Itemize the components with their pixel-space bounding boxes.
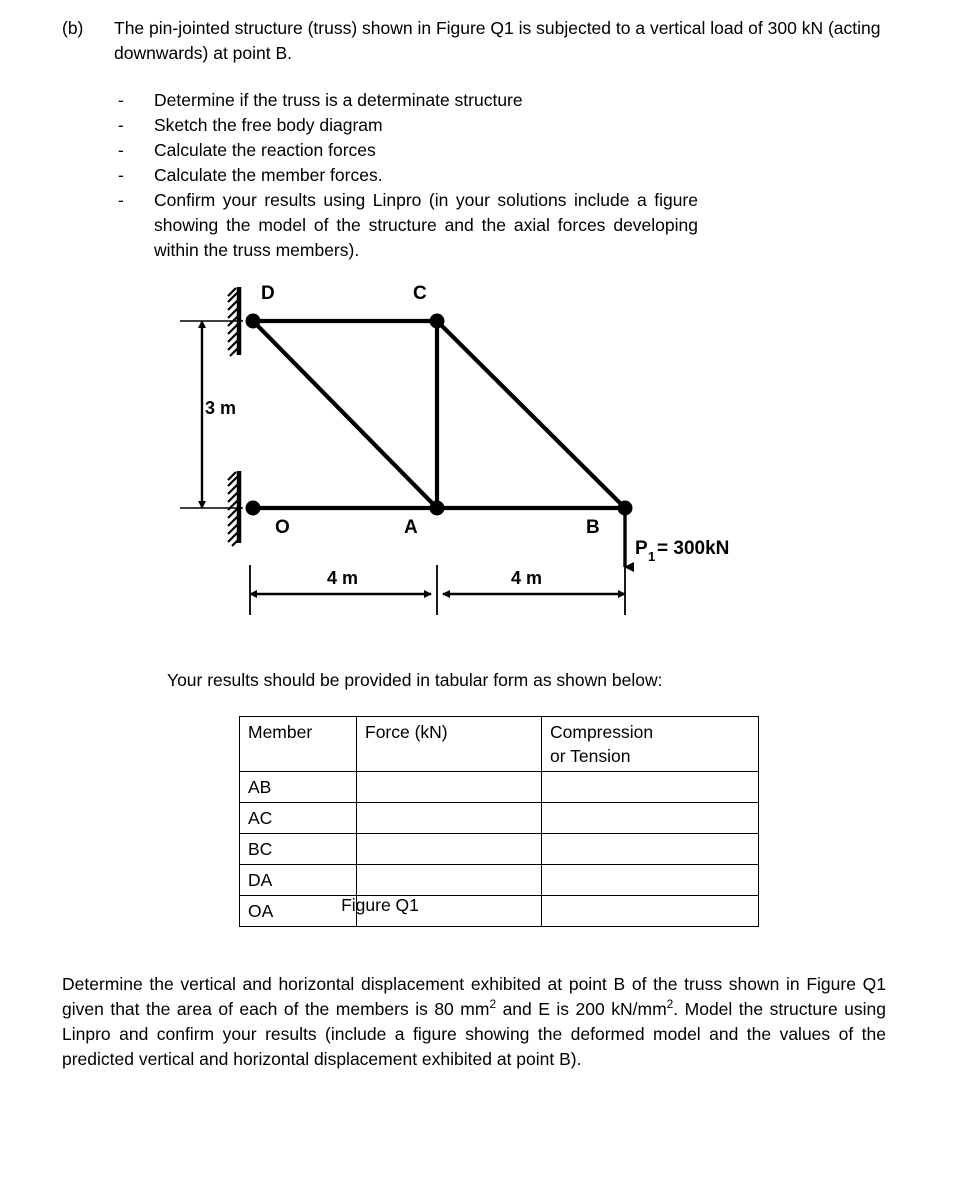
load-label-group (635, 538, 729, 564)
cell-member: OA (240, 896, 357, 927)
question-b-block (62, 16, 892, 66)
cell-compression-or-tension[interactable] (542, 834, 759, 865)
table-row (240, 772, 759, 803)
node-label-D: D (261, 283, 275, 304)
closing-part-3: . Model the structure using Linpro and confirm your results (include a figure showing the deformed model and the values of the predicted vertical and horizontal displacement exhibited at point B). (62, 999, 887, 1069)
table-row (240, 834, 759, 865)
cell-compression-or-tension[interactable] (542, 865, 759, 896)
member-DA (253, 321, 437, 508)
joint-O (246, 501, 261, 516)
question-body-text: The pin-jointed structure (truss) shown in Figure Q1 is subjected to a vertical load of 300 kN (acting downwards) at point B. (114, 18, 881, 63)
joint-D (246, 314, 261, 329)
load-symbol-P: P (635, 538, 648, 559)
closing-part-2: and E is 200 kN/mm (496, 999, 667, 1019)
cell-compression-or-tension[interactable] (542, 803, 759, 834)
dimension-label-3m: 3 m (205, 398, 237, 418)
list-item-label: Sketch the free body diagram (154, 115, 383, 135)
results-table (239, 716, 759, 927)
question-label: (b) (62, 18, 84, 38)
list-item-label: Calculate the member forces. (154, 165, 383, 185)
node-label-O: O (275, 517, 290, 538)
table-row (240, 865, 759, 896)
cell-force[interactable] (357, 865, 542, 896)
list-item (118, 88, 698, 113)
cell-member: DA (240, 865, 357, 896)
list-item-label: Calculate the reaction forces (154, 140, 376, 160)
joint-C (430, 314, 445, 329)
dimension-label-4m-left: 4 m (327, 568, 359, 588)
bullet-dash-icon: - (118, 190, 124, 210)
list-item (118, 188, 698, 263)
dimension-label-4m-right: 4 m (511, 568, 543, 588)
figure-caption: Figure Q1 (341, 895, 419, 915)
bullet-dash-icon: - (118, 140, 124, 160)
cell-force[interactable] (357, 772, 542, 803)
closing-superscript-1: 2 (489, 997, 497, 1012)
table-row (240, 896, 759, 927)
cell-member: AC (240, 803, 357, 834)
table-intro-text: Your results should be provided in tabular form as shown below: (167, 670, 663, 690)
closing-part-1: Determine the vertical and horizontal displacement exhibited at point B of the truss shown in Figure Q1 given that the area of each of the members is 80 mm (62, 974, 886, 1019)
table-row (240, 803, 759, 834)
truss-diagram-svg (0, 275, 973, 655)
closing-paragraph (62, 972, 886, 1072)
bullet-dash-icon: - (118, 90, 124, 110)
column-header-member: Member (240, 717, 357, 772)
dimension-horizontal-group (250, 565, 625, 615)
load-subscript-1: 1 (648, 549, 656, 564)
bullet-dash-icon: - (118, 165, 124, 185)
cell-compression-or-tension[interactable] (542, 772, 759, 803)
column-header-line1: Compression (550, 722, 654, 742)
cell-member: AB (240, 772, 357, 803)
list-item (118, 163, 698, 188)
node-label-A: A (404, 517, 418, 538)
list-item (118, 113, 698, 138)
truss-members (253, 321, 625, 508)
requirements-list (118, 88, 698, 263)
cell-member: BC (240, 834, 357, 865)
list-item (118, 138, 698, 163)
member-CB (437, 321, 625, 508)
column-header-force: Force (kN) (357, 717, 542, 772)
table-header-row (240, 717, 759, 772)
list-item-label: Determine if the truss is a determinate structure (154, 90, 523, 110)
column-header-line2: or Tension (550, 746, 631, 766)
column-header-compression-or-tension (542, 717, 759, 772)
load-value: = 300kN (657, 538, 730, 559)
node-label-B: B (586, 517, 600, 538)
cell-force[interactable] (357, 803, 542, 834)
list-item-label: Confirm your results using Linpro (in your solutions include a figure showing the model of the structure and the axial forces developing within the truss members). (154, 190, 698, 260)
cell-force[interactable] (357, 896, 542, 927)
cell-force[interactable] (357, 834, 542, 865)
bullet-dash-icon: - (118, 115, 124, 135)
node-label-C: C (413, 283, 427, 304)
closing-superscript-2: 2 (666, 997, 674, 1012)
joint-A (430, 501, 445, 516)
cell-compression-or-tension[interactable] (542, 896, 759, 927)
